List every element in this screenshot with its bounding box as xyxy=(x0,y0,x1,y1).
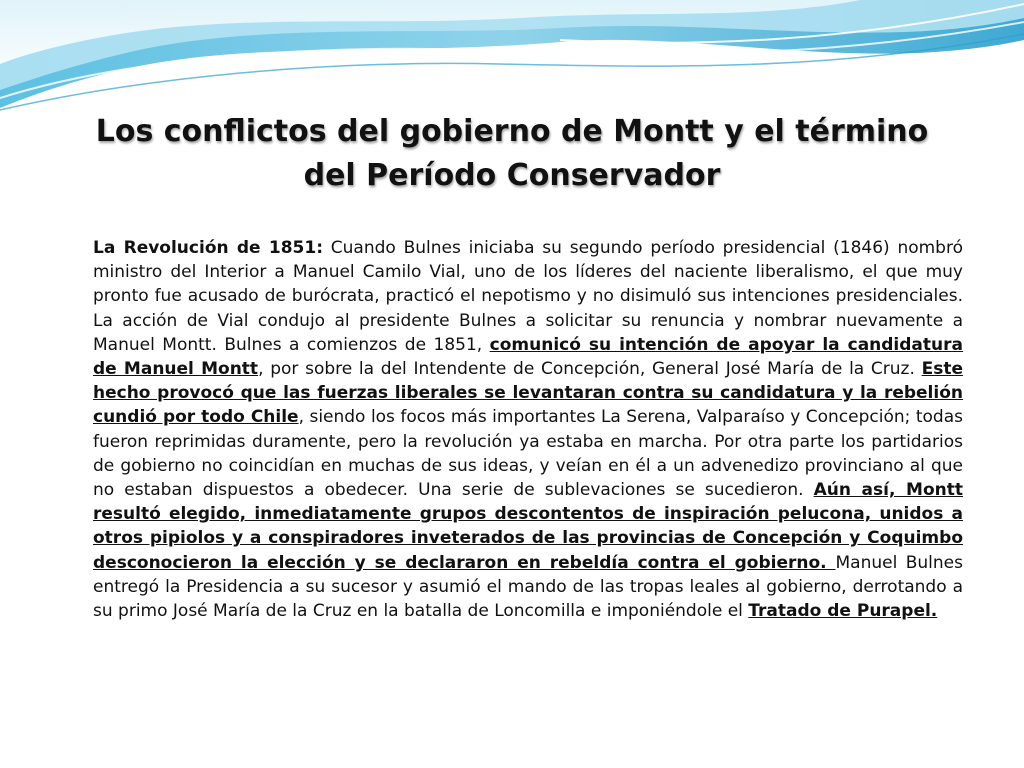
body-paragraph xyxy=(93,236,963,623)
emphasis-apoyo-montt: comunicó su intención de apoyar la candidatura de Manuel Montt xyxy=(93,334,963,380)
decorative-wave-banner xyxy=(0,0,1024,120)
text-segment-3: , siendo los focos más importantes La Serena, Valparaíso y Concepción; todas fueron reprimidas duramente, pero la revolución ya estaba en marcha. Por otra parte los partidarios de gobierno no coincidían en muchas de sus ideas, y veían en él a un advenedizo provinciano al que no estaban dispuestos a obedecer. Una serie de sublevaciones se sucedieron. xyxy=(93,407,963,501)
slide-title xyxy=(40,110,984,198)
title-line-2: del Período Conservador xyxy=(303,158,721,193)
emphasis-tratado-purapel: Tratado de Purapel. xyxy=(748,601,938,622)
title-line-1: Los conflictos del gobierno de Montt y el término xyxy=(95,114,929,149)
text-segment-2: , por sobre la del Intendente de Concepción, General José María de la Cruz. xyxy=(258,359,922,380)
text-segment-4: Manuel Bulnes entregó la Presidencia a su sucesor y asumió el mando de las tropas leales al gobierno, derrotando a su primo José María de la Cruz en la batalla de Loncomilla e imponiéndole el xyxy=(93,552,963,622)
section-heading-revolucion-1851: La Revolución de 1851: xyxy=(93,238,323,258)
emphasis-rebelion-liberal: Este hecho provocó que las fuerzas liberales se levantaran contra su candidatura y la rebelión cundió por todo Chile xyxy=(93,359,963,428)
emphasis-montt-elegido: Aún así, Montt resultó elegido, inmediatamente grupos descontentos de inspiración pelucona, unidos a otros pipiolos y a conspiradores inveterados de las provincias de Concepción y Coquimbo desconocieron la elección y se declararon en rebeldía contra el gobierno. xyxy=(93,480,963,573)
text-segment-1: Cuando Bulnes iniciaba su segundo período presidencial (1846) nombró ministro del Interior a Manuel Camilo Vial, uno de los líderes del naciente liberalismo, el que muy pronto fue acusado de burócrata, practicó el nepotismo y no disimuló sus intenciones presidenciales. La acción de Vial condujo al presidente Bulnes a solicitar su renuncia y nombrar nuevamente a Manuel Montt. Bulnes a comienzos de 1851, xyxy=(93,238,963,355)
